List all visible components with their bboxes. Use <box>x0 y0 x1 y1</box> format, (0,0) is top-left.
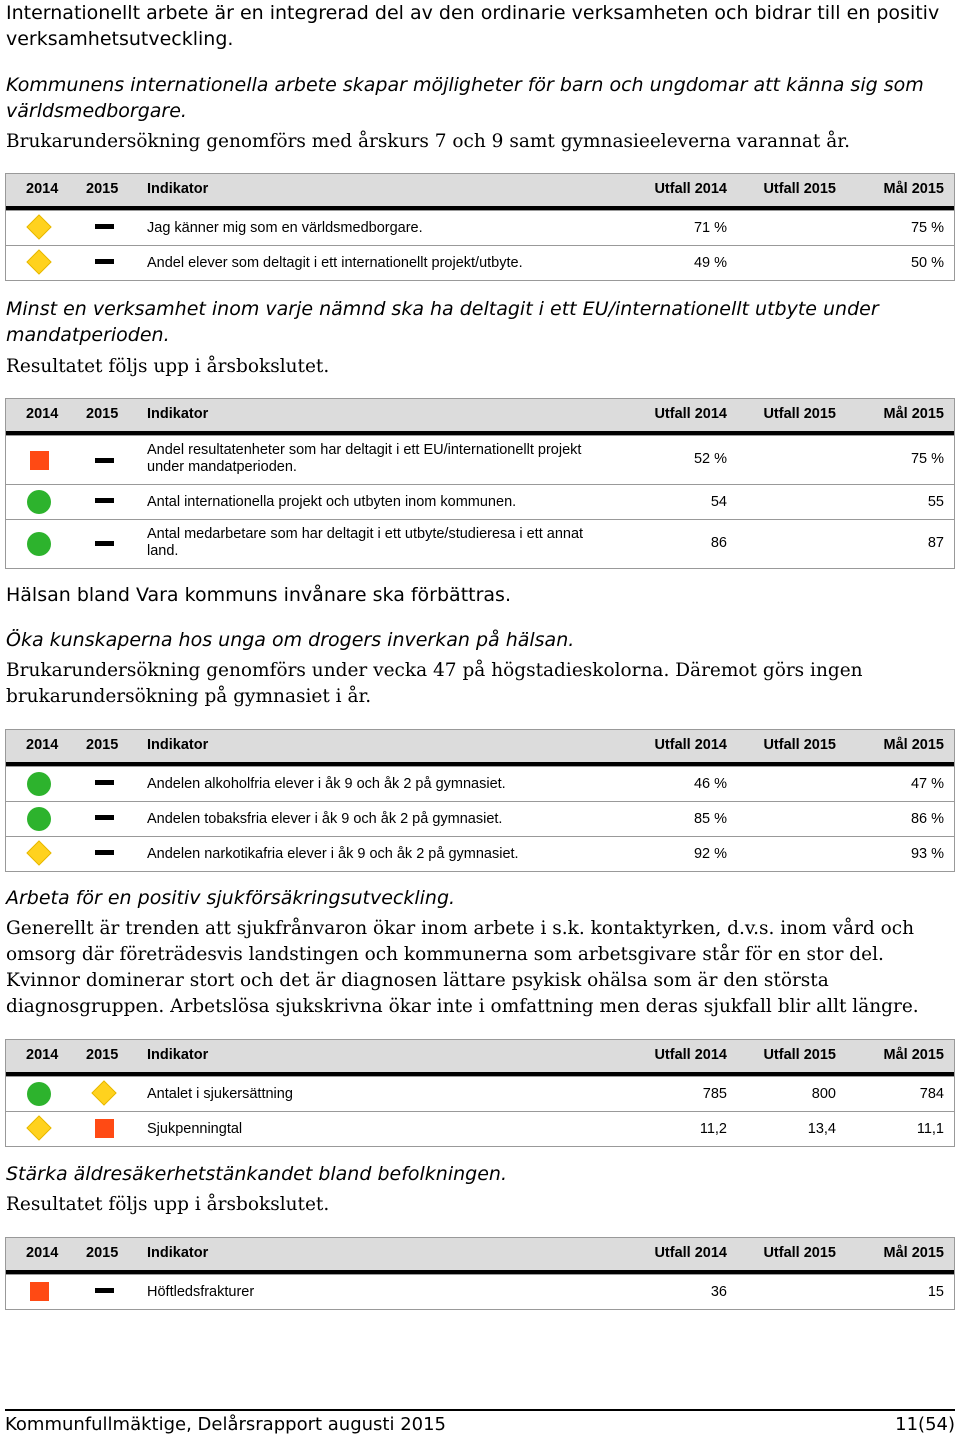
section-4-text <box>6 916 954 1020</box>
col-2014: 2014 <box>26 737 59 753</box>
intro-text <box>6 0 954 52</box>
page-footer <box>5 1409 955 1435</box>
dash-icon <box>95 780 114 785</box>
utfall-2014-value: 785 <box>702 1086 727 1102</box>
col-indikator: Indikator <box>147 1245 209 1261</box>
table-header <box>6 399 954 435</box>
section-1-text <box>6 129 954 155</box>
utfall-2014-value: 54 <box>710 494 727 510</box>
green-circle-icon <box>27 490 51 514</box>
dash-icon <box>95 224 114 229</box>
table-row <box>6 836 954 871</box>
utfall-2014-value: 85 % <box>693 811 727 827</box>
mal-2015-value: 50 % <box>910 255 944 271</box>
col-utfall-2015: Utfall 2015 <box>763 181 836 197</box>
utfall-2014-value: 52 % <box>693 451 727 467</box>
indicator-table-5 <box>5 1237 955 1310</box>
footer-page-number: 11(54) <box>895 1414 955 1435</box>
utfall-2014-value: 86 <box>710 535 727 551</box>
mal-2015-value: 11,1 <box>916 1121 944 1137</box>
table-row <box>6 210 954 245</box>
indicator-label: Andel resultatenheter som har deltagit i ett EU/internationellt projekt under mandatperioden. <box>147 442 582 475</box>
col-2015: 2015 <box>86 1245 119 1261</box>
indicator-label: Andel elever som deltagit i ett internationellt projekt/utbyte. <box>147 255 523 271</box>
utfall-2014-value: 49 % <box>693 255 727 271</box>
utfall-2014-value: 36 <box>710 1284 727 1300</box>
col-2015: 2015 <box>86 406 119 422</box>
green-circle-icon <box>27 772 51 796</box>
indicator-label: Höftledsfrakturer <box>147 1284 255 1300</box>
col-utfall-2014: Utfall 2014 <box>654 406 727 422</box>
indicator-table-4 <box>5 1039 955 1147</box>
indicator-label: Jag känner mig som en världsmedborgare. <box>147 220 423 236</box>
green-circle-icon <box>27 1082 51 1106</box>
indicator-table-1 <box>5 173 955 281</box>
col-2014: 2014 <box>26 1245 59 1261</box>
section-3-goal <box>6 627 954 653</box>
utfall-2014-value: 92 % <box>693 846 727 862</box>
section-2-goal <box>6 296 954 348</box>
table-row <box>6 484 954 519</box>
col-2014: 2014 <box>26 181 59 197</box>
col-utfall-2014: Utfall 2014 <box>654 737 727 753</box>
mal-2015-value: 75 % <box>910 451 944 467</box>
col-mal-2015: Mål 2015 <box>883 406 944 422</box>
indicator-label: Andelen narkotikafria elever i åk 9 och åk 2 på gymnasiet. <box>147 846 519 862</box>
mal-2015-value: 86 % <box>910 811 944 827</box>
yellow-diamond-icon <box>91 1080 116 1105</box>
section-3-text <box>6 658 954 710</box>
indicator-table-3 <box>5 729 955 872</box>
table-row <box>6 1076 954 1111</box>
mal-2015-value: 47 % <box>910 776 944 792</box>
dash-icon <box>95 259 114 264</box>
table-row <box>6 1111 954 1146</box>
col-utfall-2014: Utfall 2014 <box>654 181 727 197</box>
body-text: Resultatet följs upp i årsbokslutet. <box>6 356 330 377</box>
mal-2015-value: 93 % <box>910 846 944 862</box>
col-mal-2015: Mål 2015 <box>883 737 944 753</box>
col-2014: 2014 <box>26 406 59 422</box>
section-1-goal <box>6 72 954 124</box>
red-square-icon <box>30 451 49 470</box>
body-text: Brukarundersökning genomförs under vecka 47 på högstadieskolorna. Däremot görs ingen brukarundersökning på gymnasiet i år. <box>6 660 863 707</box>
col-mal-2015: Mål 2015 <box>883 181 944 197</box>
footer-document-title: Kommunfullmäktige, Delårsrapport augusti 2015 <box>5 1414 446 1435</box>
col-indikator: Indikator <box>147 737 209 753</box>
table-row <box>6 245 954 280</box>
section-3-heading <box>6 582 954 608</box>
col-utfall-2015: Utfall 2015 <box>763 1047 836 1063</box>
indicator-label: Antal medarbetare som har deltagit i ett utbyte/studieresa i ett annat land. <box>147 526 584 559</box>
col-utfall-2015: Utfall 2015 <box>763 1245 836 1261</box>
dash-icon <box>95 815 114 820</box>
utfall-2014-value: 11,2 <box>699 1121 727 1137</box>
section-heading: Hälsan bland Vara kommuns invånare ska förbättras. <box>6 584 511 606</box>
mal-2015-value: 15 <box>927 1284 944 1300</box>
utfall-2014-value: 46 % <box>693 776 727 792</box>
section-5-text <box>6 1192 954 1218</box>
red-square-icon <box>95 1119 114 1138</box>
section-5-goal <box>6 1161 954 1187</box>
table-row <box>6 801 954 836</box>
mal-2015-value: 784 <box>919 1086 944 1102</box>
goal-text: Minst en verksamhet inom varje nämnd ska ha deltagit i ett EU/internationellt utbyte under mandatperioden. <box>6 298 879 346</box>
indicator-label: Sjukpenningtal <box>147 1121 243 1137</box>
col-2015: 2015 <box>86 737 119 753</box>
table-row <box>6 435 954 484</box>
indicator-label: Antalet i sjukersättning <box>147 1086 293 1102</box>
body-text: Generellt är trenden att sjukfrånvaron ökar inom arbete i s.k. kontaktyrken, d.v.s. inom vård och omsorg där företrädesvis landstingen och kommunerna som arbetsgivare står för en stor del. Kvinnor dominerar stort och det är diagnosen lättare psykisk ohälsa som är den största diagnosgruppen. Arbetslösa sjukskrivna ökar inte i omfattning men deras sjukfall blir allt längre. <box>6 918 919 1017</box>
indicator-label: Antal internationella projekt och utbyten inom kommunen. <box>147 494 517 510</box>
dash-icon <box>95 1288 114 1293</box>
goal-text: Öka kunskaperna hos unga om drogers inverkan på hälsan. <box>6 629 575 651</box>
col-mal-2015: Mål 2015 <box>883 1047 944 1063</box>
table-row <box>6 519 954 568</box>
goal-text: Kommunens internationella arbete skapar möjligheter för barn och ungdomar att känna sig som världsmedborgare. <box>6 74 924 122</box>
intro-paragraph: Internationellt arbete är en integrerad del av den ordinarie verksamheten och bidrar till en positiv verksamhetsutveckling. <box>6 2 940 50</box>
green-circle-icon <box>27 807 51 831</box>
dash-icon <box>95 498 114 503</box>
indicator-label: Andelen alkoholfria elever i åk 9 och åk 2 på gymnasiet. <box>147 776 506 792</box>
table-row <box>6 1274 954 1309</box>
utfall-2014-value: 71 % <box>693 220 727 236</box>
col-2015: 2015 <box>86 1047 119 1063</box>
table-row <box>6 766 954 801</box>
table-header <box>6 1040 954 1076</box>
dash-icon <box>95 541 114 546</box>
utfall-2015-value: 800 <box>811 1086 836 1102</box>
col-2014: 2014 <box>26 1047 59 1063</box>
yellow-diamond-icon <box>26 249 51 274</box>
col-utfall-2015: Utfall 2015 <box>763 406 836 422</box>
col-mal-2015: Mål 2015 <box>883 1245 944 1261</box>
col-utfall-2014: Utfall 2014 <box>654 1245 727 1261</box>
green-circle-icon <box>27 532 51 556</box>
mal-2015-value: 55 <box>927 494 944 510</box>
col-indikator: Indikator <box>147 1047 209 1063</box>
dash-icon <box>95 458 114 463</box>
col-utfall-2014: Utfall 2014 <box>654 1047 727 1063</box>
goal-text: Stärka äldresäkerhetstänkandet bland befolkningen. <box>6 1163 507 1185</box>
col-indikator: Indikator <box>147 181 209 197</box>
col-indikator: Indikator <box>147 406 209 422</box>
col-utfall-2015: Utfall 2015 <box>763 737 836 753</box>
table-header <box>6 1238 954 1274</box>
yellow-diamond-icon <box>26 840 51 865</box>
mal-2015-value: 75 % <box>910 220 944 236</box>
mal-2015-value: 87 <box>927 535 944 551</box>
section-2-text <box>6 354 954 380</box>
col-2015: 2015 <box>86 181 119 197</box>
goal-text: Arbeta för en positiv sjukförsäkringsutveckling. <box>6 887 456 909</box>
body-text: Resultatet följs upp i årsbokslutet. <box>6 1194 330 1215</box>
yellow-diamond-icon <box>26 214 51 239</box>
table-header <box>6 174 954 210</box>
utfall-2015-value: 13,4 <box>807 1121 836 1137</box>
dash-icon <box>95 850 114 855</box>
red-square-icon <box>30 1282 49 1301</box>
body-text: Brukarundersökning genomförs med årskurs 7 och 9 samt gymnasieeleverna varannat år. <box>6 131 850 152</box>
yellow-diamond-icon <box>26 1115 51 1140</box>
indicator-table-2 <box>5 398 955 569</box>
table-header <box>6 730 954 766</box>
section-4-goal <box>6 885 954 911</box>
indicator-label: Andelen tobaksfria elever i åk 9 och åk 2 på gymnasiet. <box>147 811 503 827</box>
